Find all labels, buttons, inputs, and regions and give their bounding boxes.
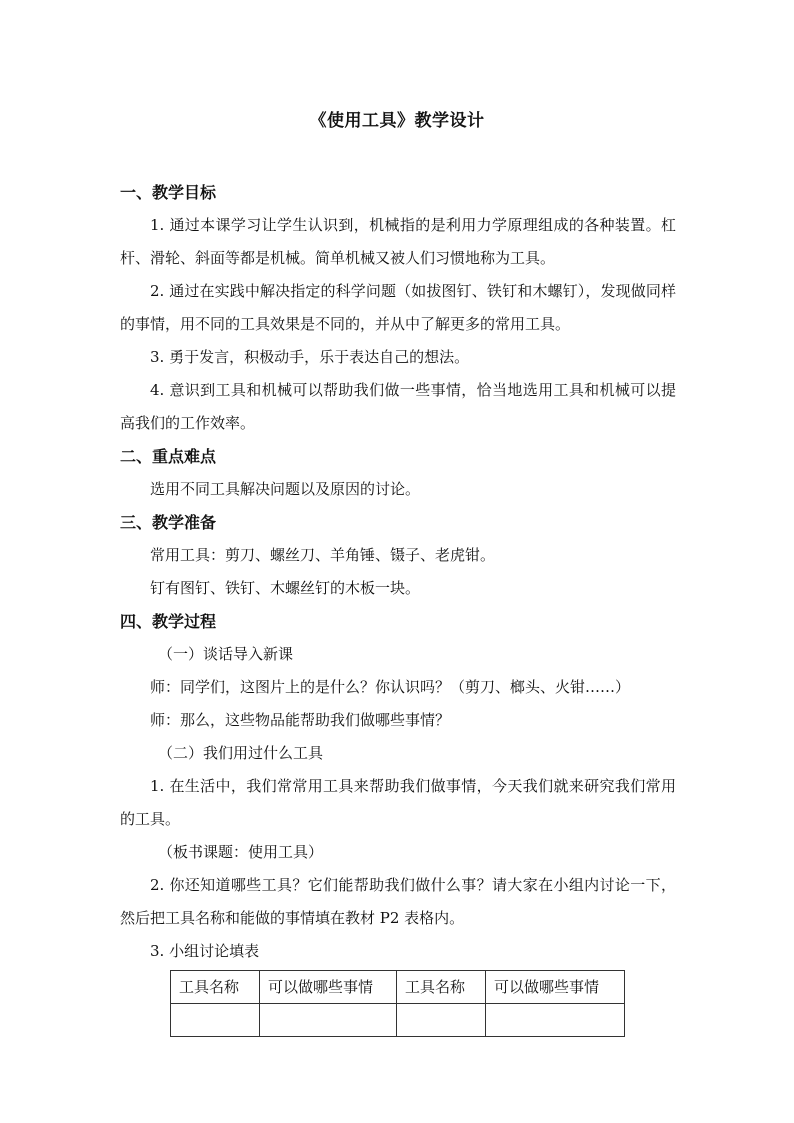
table-header-row	[171, 971, 625, 1004]
process-paragraph-2: 师：那么，这些物品能帮助我们做哪些事情？	[150, 711, 451, 729]
process-paragraph-4: （板书课题：使用工具）	[158, 843, 324, 861]
key-points-paragraph: 选用不同工具解决问题以及原因的讨论。	[150, 480, 421, 498]
goal-paragraph-3: 3. 勇于发言，积极动手，乐于表达自己的想法。	[150, 348, 470, 366]
section-heading-preparation: 三、教学准备	[120, 513, 217, 532]
table-header-cell: 工具名称	[397, 971, 486, 1004]
table-header-cell: 可以做哪些事情	[486, 971, 625, 1004]
section-heading-process: 四、教学过程	[120, 612, 217, 631]
table-row	[171, 1004, 625, 1037]
process-paragraph-3: 1. 在生活中，我们常常用工具来帮助我们做事情，今天我们就来研究我们常用的工具。	[120, 777, 676, 828]
preparation-paragraph-2: 钉有图钉、铁钉、木螺丝钉的木板一块。	[150, 579, 421, 597]
table-cell	[397, 1004, 486, 1037]
table-cell	[486, 1004, 625, 1037]
table-header-cell: 可以做哪些事情	[260, 971, 397, 1004]
section-heading-key-points: 二、重点难点	[120, 447, 217, 466]
document-body	[120, 176, 676, 1037]
process-paragraph-1: 师：同学们，这图片上的是什么？你认识吗？（剪刀、榔头、火钳……）	[150, 678, 631, 696]
process-paragraph-6: 3. 小组讨论填表	[150, 942, 260, 960]
table-header-cell: 工具名称	[171, 971, 260, 1004]
section-heading-goals: 一、教学目标	[120, 183, 217, 202]
document-title: 《使用工具》教学设计	[309, 111, 485, 131]
goal-paragraph-1: 1. 通过本课学习让学生认识到，机械指的是利用力学原理组成的各种装置。杠杆、滑轮、斜面等都是机械。简单机械又被人们习惯地称为工具。	[120, 216, 676, 267]
process-subheading-2: （二）我们用过什么工具	[158, 744, 324, 762]
goal-paragraph-2: 2. 通过在实践中解决指定的科学问题（如拔图钉、铁钉和木螺钉），发现做同样的事情，用不同的工具效果是不同的，并从中了解更多的常用工具。	[120, 282, 676, 333]
table-cell	[171, 1004, 260, 1037]
table-cell	[260, 1004, 397, 1037]
process-paragraph-5: 2. 你还知道哪些工具？它们能帮助我们做什么事？请大家在小组内讨论一下，然后把工具名称和能做的事情填在教材 P2 表格内。	[120, 876, 676, 927]
preparation-paragraph-1: 常用工具：剪刀、螺丝刀、羊角锤、镊子、老虎钳。	[150, 546, 496, 564]
goal-paragraph-4: 4. 意识到工具和机械可以帮助我们做一些事情，恰当地选用工具和机械可以提高我们的工作效率。	[120, 381, 676, 432]
process-subheading-1: （一）谈话导入新课	[158, 645, 294, 663]
discussion-table	[170, 970, 625, 1037]
